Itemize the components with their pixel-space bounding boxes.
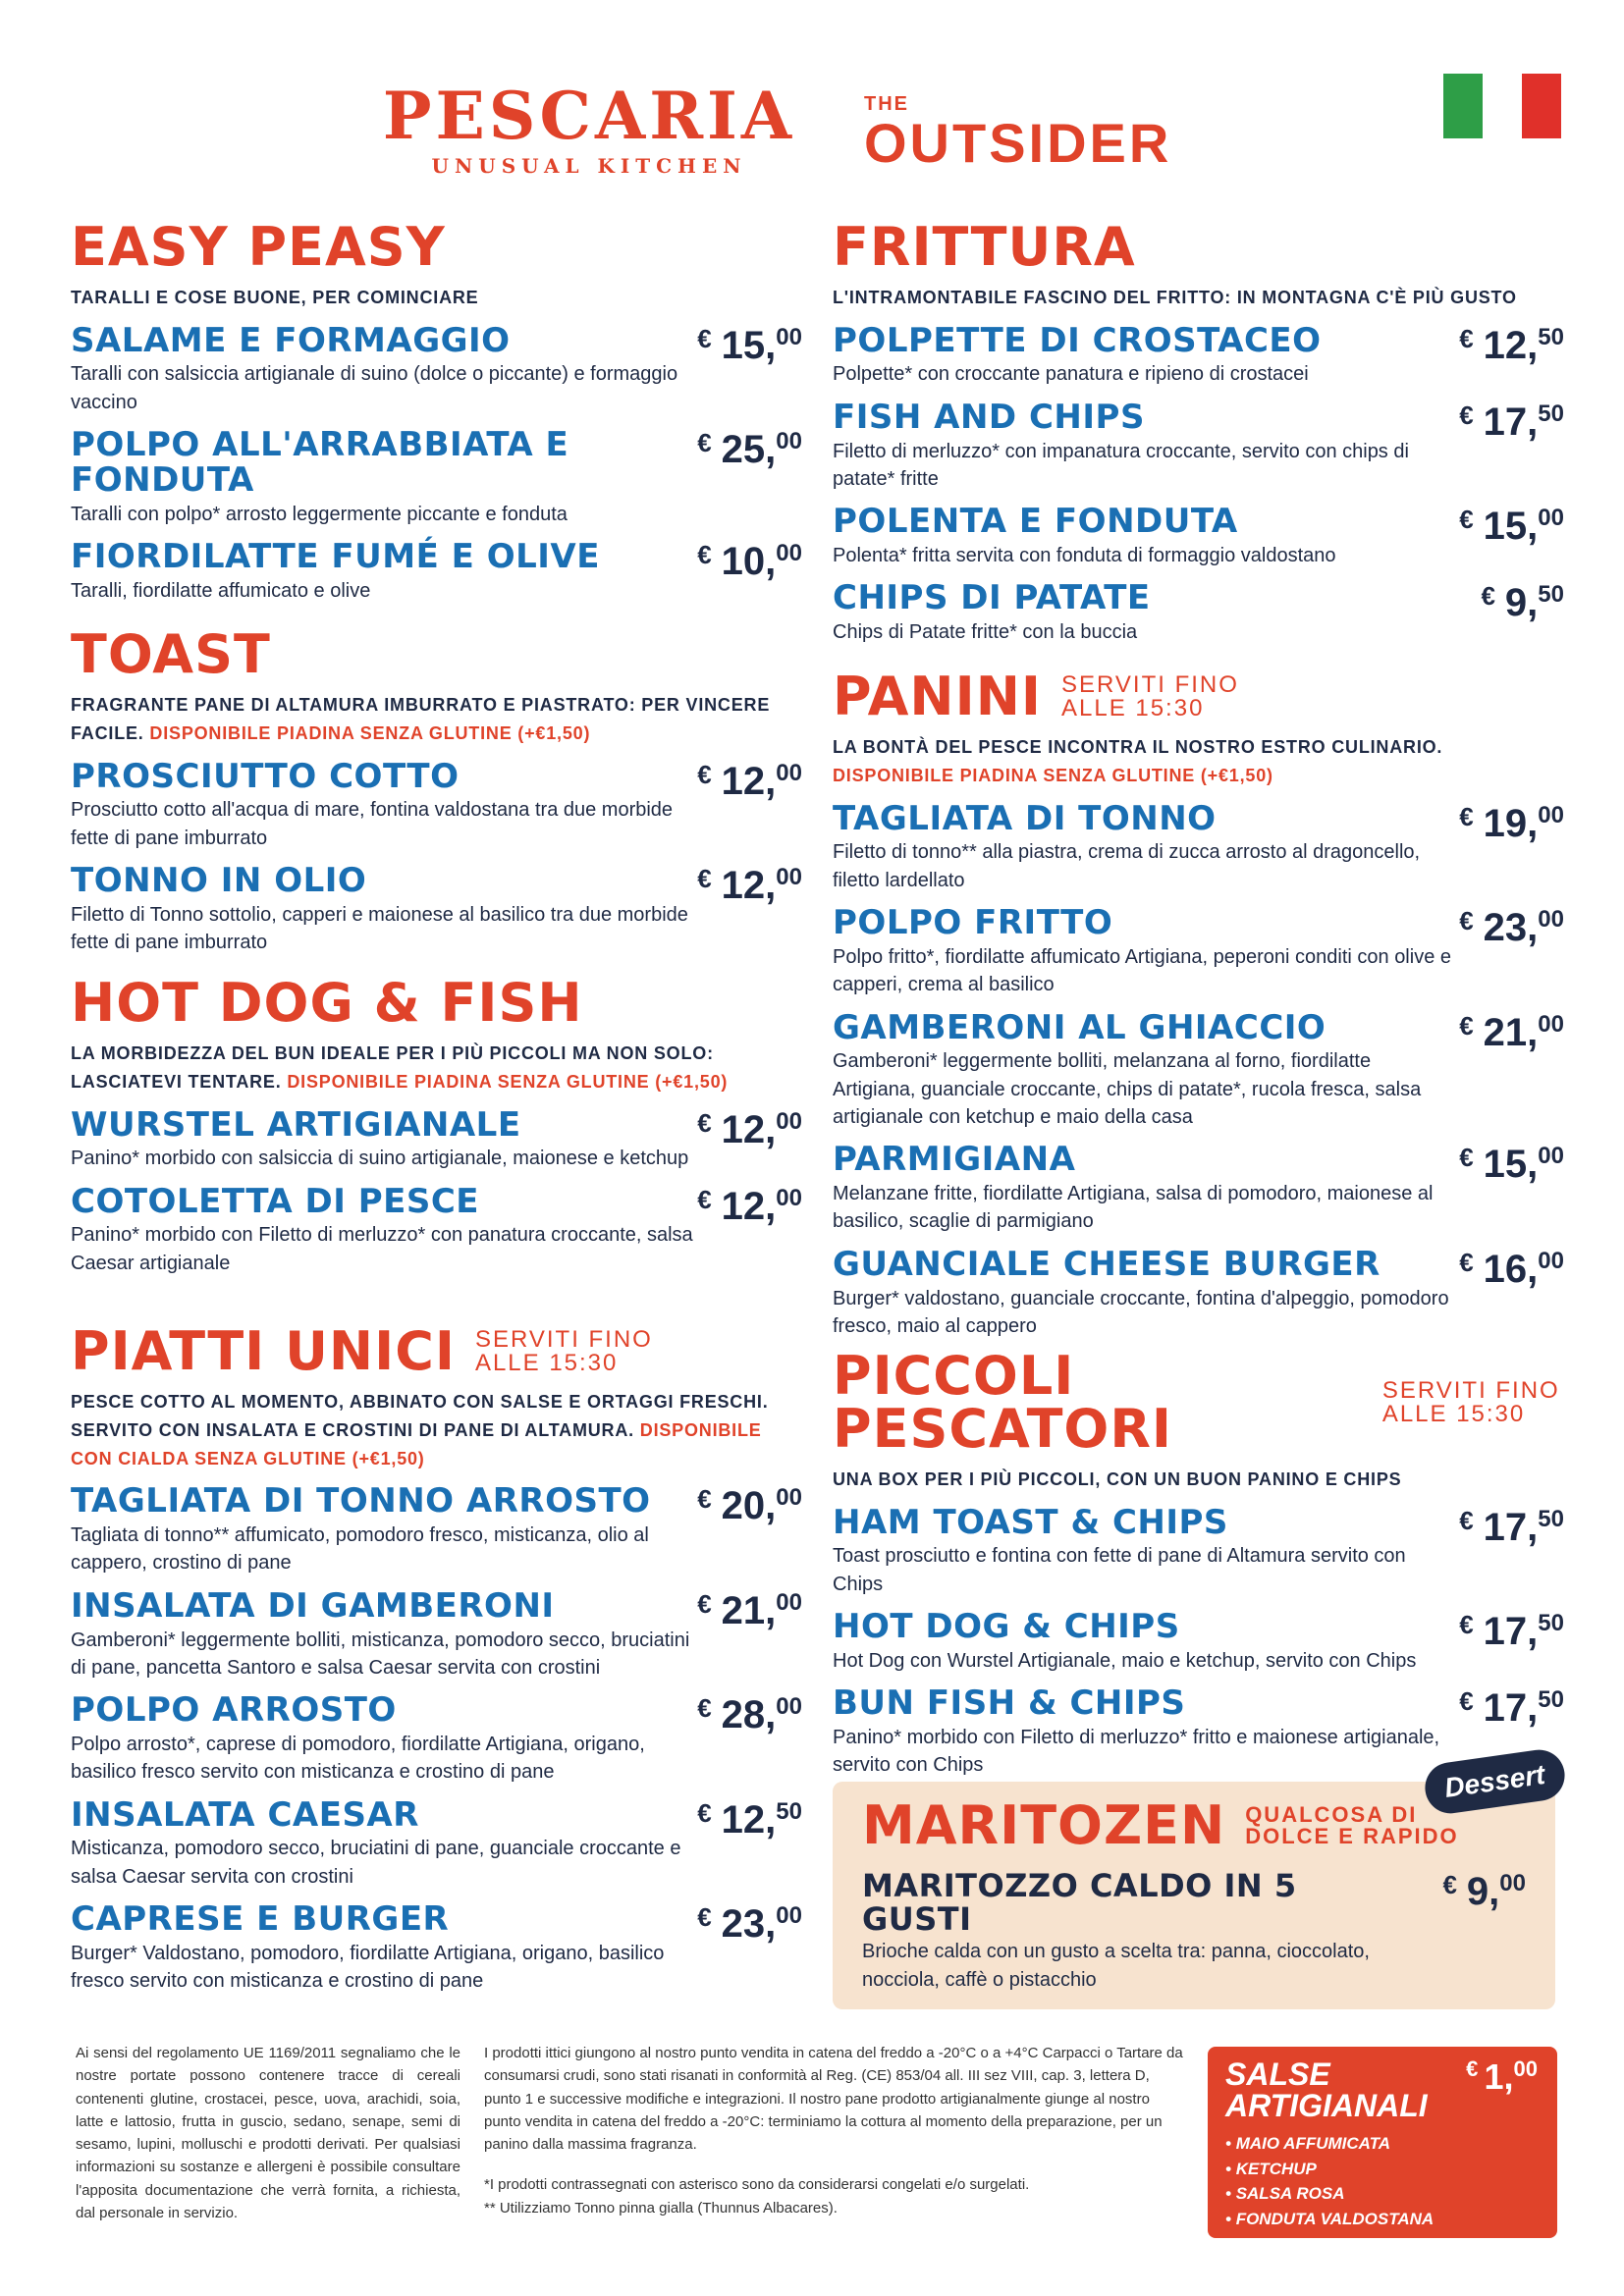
price-cents: 50 <box>1538 581 1564 609</box>
price-units: 12 <box>721 759 766 803</box>
section-subtitle <box>833 1466 1564 1494</box>
price-units: 28 <box>721 1693 766 1737</box>
price-cents: 00 <box>776 864 802 891</box>
euro-sign: € <box>697 1484 712 1515</box>
price-units: 17 <box>1483 1610 1528 1654</box>
menu-section <box>71 623 802 957</box>
subtitle-text: UNA BOX PER I PIÙ PICCOLI, CON UN BUON PANINO E CHIPS <box>833 1469 1402 1489</box>
menu-item <box>71 425 802 528</box>
gluten-free-note: DISPONIBILE PIADINA SENZA GLUTINE (+€1,50) <box>833 765 1273 785</box>
item-name: POLPO ARROSTO <box>71 1690 397 1731</box>
item-desc: Burger* valdostano, guanciale croccante, fontina d'alpeggio, pomodoro fresco, maio al cappero <box>833 1287 1449 1337</box>
item-desc: Panino* morbido con Filetto di merluzzo* con panatura croccante, salsa Caesar artigianale <box>71 1224 693 1274</box>
subtitle-text: L'INTRAMONTABILE FASCINO DEL FRITTO: IN MONTAGNA C'È PIÙ GUSTO <box>833 288 1517 307</box>
price-cents: 00 <box>776 1184 802 1211</box>
euro-sign: € <box>697 323 712 353</box>
item-price: € 19,00 <box>1459 801 1564 845</box>
item-desc: Panino* morbido con salsiccia di suino artigianale, maionese e ketchup <box>71 1148 689 1170</box>
item-desc: Toast prosciutto e fontina con fette di pane di Altamura servito con Chips <box>833 1545 1406 1595</box>
price-units: 15 <box>1483 1143 1528 1187</box>
item-price: € 9,00 <box>1442 1870 1526 1913</box>
euro-sign: € <box>697 428 712 458</box>
price-units: 9 <box>1504 581 1528 625</box>
section-title: MARITOZEN <box>862 1794 1226 1856</box>
item-name: HAM TOAST & CHIPS <box>833 1502 1228 1542</box>
subtitle-text: FRAGRANTE PANE DI ALTAMURA IMBURRATO E PIASTRATO: PER VINCERE FACILE. <box>71 695 771 743</box>
euro-sign: € <box>697 1797 712 1828</box>
section-subtitle <box>71 1040 802 1096</box>
section-header <box>71 623 802 685</box>
item-name: GUANCIALE CHEESE BURGER <box>833 1244 1380 1284</box>
item-name: POLPO FRITTO <box>833 903 1113 943</box>
gluten-free-note: DISPONIBILE PIADINA SENZA GLUTINE (+€1,50) <box>287 1071 729 1092</box>
item-name: CAPRESE E BURGER <box>71 1899 450 1940</box>
item-price: € 12,50 <box>1459 323 1564 367</box>
section-subtitle <box>833 733 1564 790</box>
price-cents: 00 <box>776 1484 802 1512</box>
price-units: 21 <box>721 1588 766 1632</box>
euro-sign: € <box>1459 1143 1474 1173</box>
menu-item <box>71 756 802 852</box>
item-price: € 12,00 <box>697 1107 802 1151</box>
section-title: PANINI <box>833 666 1042 727</box>
item-name: POLPO ALL'ARRABBIATA E FONDUTA <box>71 425 569 500</box>
section-subtitle <box>71 1388 802 1472</box>
price-units: 25 <box>721 428 766 472</box>
menu-item <box>833 502 1564 569</box>
item-price: € 16,00 <box>1459 1247 1564 1291</box>
salse-item: • SALSA ROSA <box>1225 2184 1345 2203</box>
euro-sign: € <box>1459 323 1474 353</box>
salse-title: SALSE ARTIGIANALI <box>1225 2056 1428 2123</box>
price-cents: 50 <box>1538 1610 1564 1637</box>
menu-item <box>833 397 1564 493</box>
price-units: 23 <box>1483 906 1528 950</box>
menu-item <box>862 1867 1526 1994</box>
price-cents: 00 <box>776 1107 802 1135</box>
menu-section <box>71 216 802 605</box>
euro-sign: € <box>1459 1505 1474 1535</box>
menu-item <box>71 1794 802 1891</box>
item-desc: Taralli con polpo* arrosto leggermente piccante e fonduta <box>71 503 568 525</box>
menu-item <box>71 1585 802 1682</box>
item-desc: Chips di Patate fritte* con la buccia <box>833 621 1138 644</box>
item-name: FISH AND CHIPS <box>833 397 1145 437</box>
price-cents: 00 <box>776 540 802 567</box>
salse-item: • KETCHUP <box>1225 2159 1317 2178</box>
item-name: POLENTA E FONDUTA <box>833 502 1238 542</box>
item-price: € 23,00 <box>697 1902 802 1947</box>
menu-item <box>71 537 802 605</box>
price-units: 17 <box>1483 1686 1528 1731</box>
item-price: € 17,50 <box>1459 400 1564 444</box>
section-note: SERVITI FINO ALLE 15:30 <box>1060 671 1239 721</box>
price-cents: 00 <box>776 323 802 350</box>
price-units: 16 <box>1483 1247 1528 1291</box>
menu-item <box>833 1502 1564 1598</box>
menu-item <box>71 1104 802 1173</box>
subtitle-text: TARALLI E COSE BUONE, PER COMINCIARE <box>71 288 479 307</box>
item-price: € 28,00 <box>697 1693 802 1737</box>
item-price: € 25,00 <box>697 428 802 472</box>
subtitle-text: LA BONTÀ DEL PESCE INCONTRA IL NOSTRO ESTRO CULINARIO. <box>833 737 1443 757</box>
price-cents: 50 <box>1538 323 1564 350</box>
gluten-free-note: DISPONIBILE CON CIALDA SENZA GLUTINE (+€1,50) <box>71 1419 762 1468</box>
price-units: 17 <box>1483 1505 1528 1549</box>
menu-item <box>833 320 1564 389</box>
menu-item <box>71 1899 802 1995</box>
euro-sign: € <box>697 759 712 789</box>
price-units: 12 <box>721 1797 766 1842</box>
item-desc: Polpo arrosto*, caprese di pomodoro, fiordilatte Artigiana, origano, basilico fresco servito con misticanza e crostino di pane <box>71 1734 645 1784</box>
price-cents: 50 <box>776 1797 802 1825</box>
item-desc: Panino* morbido con Filetto di merluzzo* fritto e maionese artigianale, servito con Chips <box>833 1727 1440 1777</box>
item-price: € 10,00 <box>697 540 802 584</box>
item-desc: Brioche calda con un gusto a scelta tra: panna, cioccolato, nocciola, caffè o pistacchio <box>862 1941 1370 1991</box>
menu-section <box>71 972 802 1277</box>
item-desc: Polpette* con croccante panatura e ripieno di crostacei <box>833 363 1309 386</box>
section-title: FRITTURA <box>833 216 1136 278</box>
item-name: POLPETTE DI CROSTACEO <box>833 320 1322 360</box>
item-desc: Filetto di merluzzo* con impanatura croccante, servito con chips di patate* fritte <box>833 440 1409 490</box>
item-name: TONNO IN OLIO <box>71 861 367 901</box>
euro-sign: € <box>697 1902 712 1933</box>
menu-item <box>71 861 802 956</box>
section-header <box>71 1320 802 1382</box>
item-desc: Burger* Valdostano, pomodoro, fiordilatte Artigiana, origano, basilico fresco servito con misticanza e crostino di pane <box>71 1942 665 1993</box>
section-header <box>833 216 1564 278</box>
salse-item: • MAIO AFFUMICATA <box>1225 2134 1391 2153</box>
euro-sign: € <box>697 864 712 894</box>
outsider-logo: THE OUTSIDER <box>864 93 1172 174</box>
section-note: SERVITI FINO ALLE 15:30 <box>474 1326 653 1376</box>
price-cents: 00 <box>776 1902 802 1930</box>
item-price: € 20,00 <box>697 1484 802 1528</box>
item-price: € 15,00 <box>1459 1143 1564 1187</box>
menu-section <box>833 666 1564 1340</box>
euro-sign: € <box>697 1107 712 1138</box>
subtitle-text: PESCE COTTO AL MOMENTO, ABBINATO CON SALSE E ORTAGGI FRESCHI. SERVITO CON INSALATA E CROSTINI DI PANE DI ALTAMURA. <box>71 1392 769 1440</box>
price-units: 15 <box>1483 505 1528 549</box>
price-cents: 00 <box>776 759 802 786</box>
menu-item <box>71 320 802 416</box>
subtitle-text: LA MORBIDEZZA DEL BUN IDEALE PER I PIÙ PICCOLI MA NON SOLO: LASCIATEVI TENTARE. <box>71 1043 714 1092</box>
item-desc: Filetto di Tonno sottolio, capperi e maionese al basilico tra due morbide fette di pane imburrato <box>71 903 688 954</box>
section-title: PICCOLI PESCATORI <box>833 1345 1172 1460</box>
euro-sign: € <box>697 1693 712 1724</box>
item-desc: Melanzane fritte, fiordilatte Artigiana, salsa di pomodoro, maionese al basilico, scaglie di parmigiano <box>833 1183 1434 1233</box>
price-units: 20 <box>721 1484 766 1528</box>
price-units: 10 <box>721 540 766 584</box>
item-name: INSALATA CAESAR <box>71 1794 419 1835</box>
dessert-box <box>833 1759 1555 2009</box>
price-cents: 00 <box>1538 505 1564 532</box>
item-name: MARITOZZO CALDO IN 5 GUSTI <box>862 1867 1297 1938</box>
item-price: € 9,50 <box>1481 581 1564 625</box>
item-name: INSALATA DI GAMBERONI <box>71 1585 555 1626</box>
section-note: SERVITI FINO ALLE 15:30 <box>1381 1377 1560 1427</box>
euro-sign: € <box>1481 581 1495 612</box>
item-price: € 17,50 <box>1459 1505 1564 1549</box>
item-desc: Tagliata di tonno** affumicato, pomodoro fresco, misticanza, olio al cappero, crostino di pane <box>71 1524 649 1575</box>
section-header <box>71 972 802 1034</box>
section-title: EASY PEASY <box>71 216 446 278</box>
price-cents: 00 <box>1538 1247 1564 1274</box>
item-name: FIORDILATTE FUMÉ E OLIVE <box>71 537 600 577</box>
item-desc: Taralli, fiordilatte affumicato e olive <box>71 579 371 602</box>
section-title: HOT DOG & FISH <box>71 972 583 1034</box>
item-price: € 15,00 <box>1459 505 1564 549</box>
item-desc: Gamberoni* leggermente bolliti, misticanza, pomodoro secco, bruciatini di pane, pancetta Santoro e salsa Caesar servita con crostini <box>71 1629 690 1679</box>
menu-section <box>71 1320 802 1996</box>
price-cents: 00 <box>776 428 802 455</box>
euro-sign: € <box>697 1184 712 1214</box>
section-header <box>833 1345 1564 1460</box>
item-name: GAMBERONI AL GHIACCIO <box>833 1007 1326 1047</box>
euro-sign: € <box>1459 801 1474 831</box>
price-cents: 00 <box>1538 801 1564 828</box>
menu-section <box>833 1345 1564 1780</box>
item-price: € 15,00 <box>697 323 802 367</box>
section-header <box>71 216 802 278</box>
item-desc: Hot Dog con Wurstel Artigianale, maio e ketchup, servito con Chips <box>833 1649 1417 1672</box>
italian-flag-icon <box>1443 74 1561 138</box>
gluten-free-note: DISPONIBILE PIADINA SENZA GLUTINE (+€1,50) <box>149 722 591 743</box>
euro-sign: € <box>1459 505 1474 535</box>
salse-price: € 1,00 <box>1466 2056 1538 2097</box>
price-cents: 00 <box>1538 1010 1564 1038</box>
menu-item <box>71 1481 802 1576</box>
euro-sign: € <box>697 1588 712 1619</box>
item-price: € 21,00 <box>697 1588 802 1632</box>
menu-item <box>833 578 1564 646</box>
item-name: PARMIGIANA <box>833 1140 1076 1180</box>
item-desc: Gamberoni* leggermente bolliti, melanzana al forno, fiordilatte Artigiana, guanciale croccante, chips di patate*, rucola fresca, salsa artigianale con ketchup e maio della casa <box>833 1050 1422 1128</box>
price-units: 12 <box>721 1107 766 1151</box>
euro-sign: € <box>1459 1686 1474 1717</box>
salse-list <box>1225 2131 1540 2231</box>
price-cents: 00 <box>1538 906 1564 934</box>
price-cents: 50 <box>1538 1505 1564 1532</box>
menu-item <box>833 798 1564 894</box>
price-units: 15 <box>721 323 766 367</box>
item-desc: Taralli con salsiccia artigianale di suino (dolce o piccante) e formaggio vaccino <box>71 363 678 413</box>
euro-sign: € <box>1459 400 1474 430</box>
item-name: SALAME E FORMAGGIO <box>71 320 511 360</box>
section-title: PIATTI UNICI <box>71 1320 456 1382</box>
price-cents: 50 <box>1538 1686 1564 1714</box>
item-price: € 12,00 <box>697 1184 802 1228</box>
section-subtitle <box>71 691 802 748</box>
menu-item <box>833 1607 1564 1675</box>
allergen-notice: Ai sensi del regolamento UE 1169/2011 segnaliamo che le nostre portate possono contenere tracce di cereali contenenti glutine, crostacei, pesce, uova, arachidi, soia, latte e lattosio, frutta in guscio, sedano, senape, semi di sesamo, lupini, molluschi e prodotti derivati. Per qualsiasi informazioni su sostanze e allergeni è possibile consultare l'apposita documentazione che verrà fornita, a richiesta, dal personale in servizio. <box>76 2045 460 2221</box>
menu-item <box>71 1181 802 1277</box>
price-cents: 00 <box>776 1693 802 1721</box>
section-subtitle <box>71 284 802 312</box>
euro-sign: € <box>697 540 712 570</box>
item-price: € 17,50 <box>1459 1610 1564 1654</box>
item-desc: Polpo fritto*, fiordilatte affumicato Artigiana, peperoni conditi con olive e capperi, crema al basilico <box>833 945 1451 996</box>
price-units: 12 <box>1483 323 1528 367</box>
item-price: € 23,00 <box>1459 906 1564 950</box>
menu-item <box>833 1007 1564 1132</box>
salse-item: • FONDUTA VALDOSTANA <box>1225 2209 1435 2228</box>
item-name: PROSCIUTTO COTTO <box>71 756 460 796</box>
menu-item <box>833 1140 1564 1235</box>
section-note: QUALCOSA DI DOLCE E RAPIDO <box>1245 1802 1459 1848</box>
price-cents: 00 <box>776 1588 802 1616</box>
item-price: € 12,00 <box>697 759 802 803</box>
price-cents: 50 <box>1538 400 1564 427</box>
item-price: € 17,50 <box>1459 1686 1564 1731</box>
euro-sign: € <box>1459 1010 1474 1041</box>
item-name: COTOLETTA DI PESCE <box>71 1181 480 1221</box>
euro-sign: € <box>1459 1247 1474 1277</box>
item-price: € 12,50 <box>697 1797 802 1842</box>
dessert-badge: Dessert <box>1422 1746 1568 1816</box>
item-price: € 21,00 <box>1459 1010 1564 1054</box>
section-subtitle <box>833 284 1564 312</box>
section-header <box>833 666 1564 727</box>
menu-item <box>833 903 1564 998</box>
item-name: CHIPS DI PATATE <box>833 578 1151 618</box>
item-name: HOT DOG & CHIPS <box>833 1607 1180 1647</box>
menu-section <box>833 216 1564 647</box>
salse-box <box>1208 2047 1557 2238</box>
fish-notice: I prodotti ittici giungono al nostro punto vendita in catena del freddo a -20°C o a +4°C Carpacci o Tartare da consumarsi crudi, sono stati risanati in conformità al Reg. (CE) 853/04 all. III sez VIII, cap. 3, lettera D, punto 1 e successive modifiche e integrazioni. Il nostro pane prodotto artigianalmente giunge al nostro punto vendita in catena del freddo a -20°C: terminiamo la cottura al momento della preparazione, per un panino dalla massima fragranza. *I prodotti contrassegnati con asterisco sono da considerarsi congelati e/o surgelati. ** Utilizziamo Tonno pinna gialla (Thunnus Albacares). <box>484 2045 1183 2216</box>
item-name: BUN FISH & CHIPS <box>833 1683 1186 1724</box>
item-desc: Prosciutto cotto all'acqua di mare, fontina valdostana tra due morbide fette di pane imburrato <box>71 799 674 849</box>
section-title: TOAST <box>71 623 271 685</box>
pescaria-logo: PESCARIA UNUSUAL KITCHEN <box>382 78 796 178</box>
item-name: TAGLIATA DI TONNO ARROSTO <box>71 1481 651 1522</box>
price-units: 12 <box>721 1184 766 1228</box>
euro-sign: € <box>1459 1610 1474 1640</box>
item-name: WURSTEL ARTIGIANALE <box>71 1104 521 1145</box>
euro-sign: € <box>1459 906 1474 936</box>
item-name: TAGLIATA DI TONNO <box>833 798 1217 838</box>
price-units: 23 <box>721 1902 766 1947</box>
item-desc: Polenta* fritta servita con fonduta di formaggio valdostano <box>833 545 1336 567</box>
menu-item <box>71 1690 802 1786</box>
price-units: 21 <box>1483 1010 1528 1054</box>
price-units: 17 <box>1483 400 1528 444</box>
menu-item <box>833 1244 1564 1340</box>
item-desc: Misticanza, pomodoro secco, bruciatini di pane, guanciale croccante e salsa Caesar servita con crostini <box>71 1838 681 1888</box>
price-units: 12 <box>721 864 766 908</box>
price-cents: 00 <box>1538 1143 1564 1170</box>
item-price: € 12,00 <box>697 864 802 908</box>
price-units: 19 <box>1483 801 1528 845</box>
item-desc: Filetto di tonno** alla piastra, crema di zucca arrosto al dragoncello, filetto lardellato <box>833 841 1421 891</box>
